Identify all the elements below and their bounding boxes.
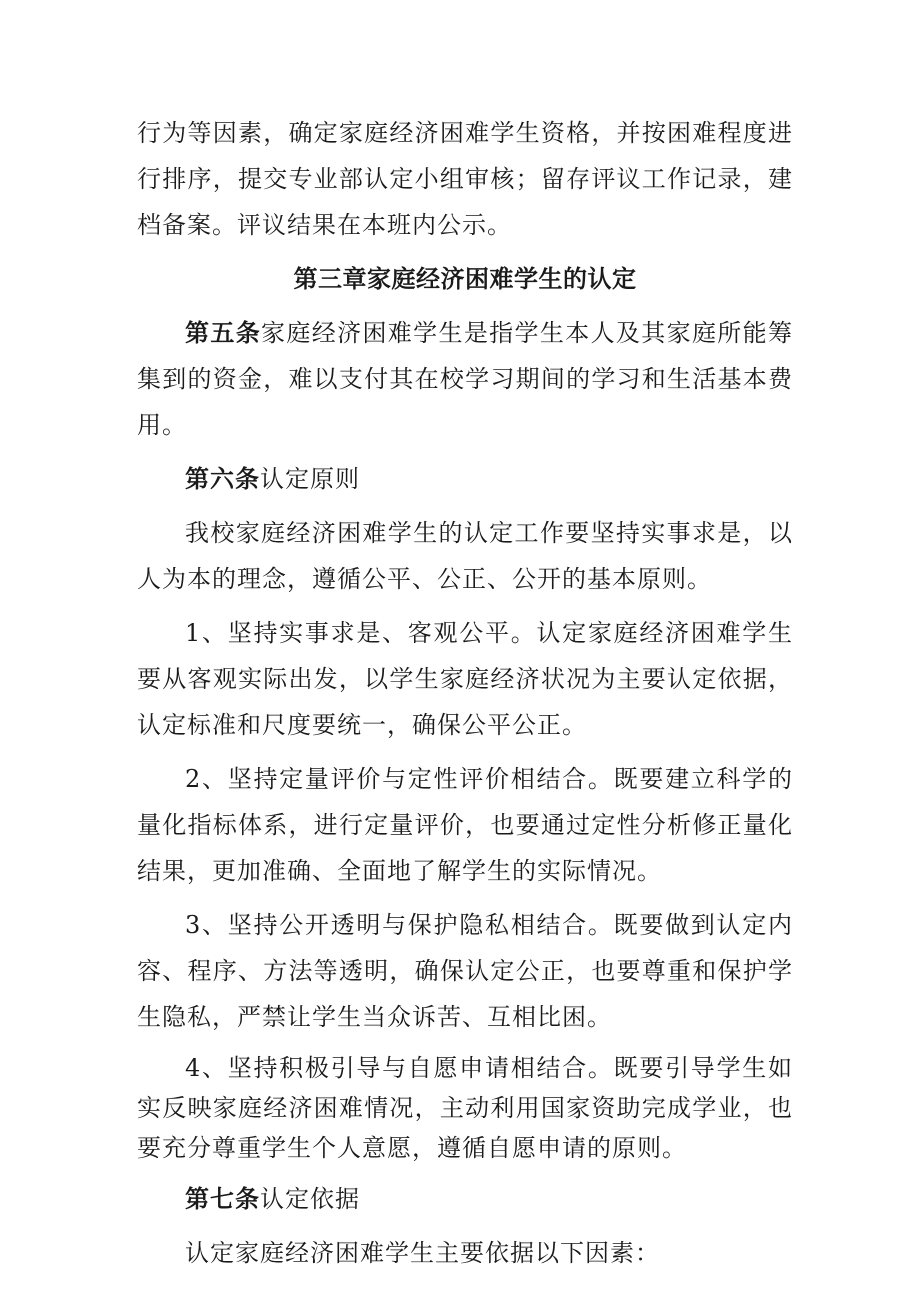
article-6-paragraph (137, 456, 793, 502)
article-7-title: 认定依据 (260, 1185, 360, 1213)
chapter-heading: 第三章家庭经济困难学生的认定 (293, 265, 637, 293)
article-7-paragraph (137, 1176, 793, 1222)
article-5-paragraph (137, 310, 793, 448)
article-6-label: 第六条 (185, 465, 260, 493)
intro-paragraph: 行为等因素，确定家庭经济困难学生资格，并按困难程度进行排序，提交专业部认定小组审核；留存评议工作记录，建档备案。评议结果在本班内公示。 (137, 119, 793, 239)
article-5-label: 第五条 (185, 319, 262, 347)
principle-2-paragraph: 2、坚持定量评价与定性评价相结合。既要建立科学的量化指标体系，进行定量评价，也要通过定性分析修正量化结果，更加准确、全面地了解学生的实际情况。 (137, 765, 793, 885)
article-6-title: 认定原则 (260, 465, 360, 493)
document-page (137, 110, 793, 1276)
article-5-text: 家庭经济困难学生是指学生本人及其家庭所能筹集到的资金，难以支付其在校学习期间的学习和生活基本费用。 (137, 319, 794, 439)
article-7-label: 第七条 (185, 1185, 260, 1213)
principle-1-paragraph: 1、坚持实事求是、客观公平。认定家庭经济困难学生要从客观实际出发，以学生家庭经济状况为主要认定依据，认定标准和尺度要统一，确保公平公正。 (137, 619, 793, 739)
basis-intro-paragraph: 认定家庭经济困难学生主要依据以下因素： (185, 1239, 660, 1267)
principle-4-paragraph: 4、坚持积极引导与自愿申请相结合。既要引导学生如实反映家庭经济困难情况，主动利用国家资助完成学业，也要充分尊重学生个人意愿，遵循自愿申请的原则。 (137, 1054, 793, 1162)
principle-intro-paragraph: 我校家庭经济困难学生的认定工作要坚持实事求是，以人为本的理念，遵循公平、公正、公开的基本原则。 (137, 519, 793, 593)
principle-3-paragraph: 3、坚持公开透明与保护隐私相结合。既要做到认定内容、程序、方法等透明，确保认定公正，也要尊重和保护学生隐私，严禁让学生当众诉苦、互相比困。 (137, 911, 793, 1031)
